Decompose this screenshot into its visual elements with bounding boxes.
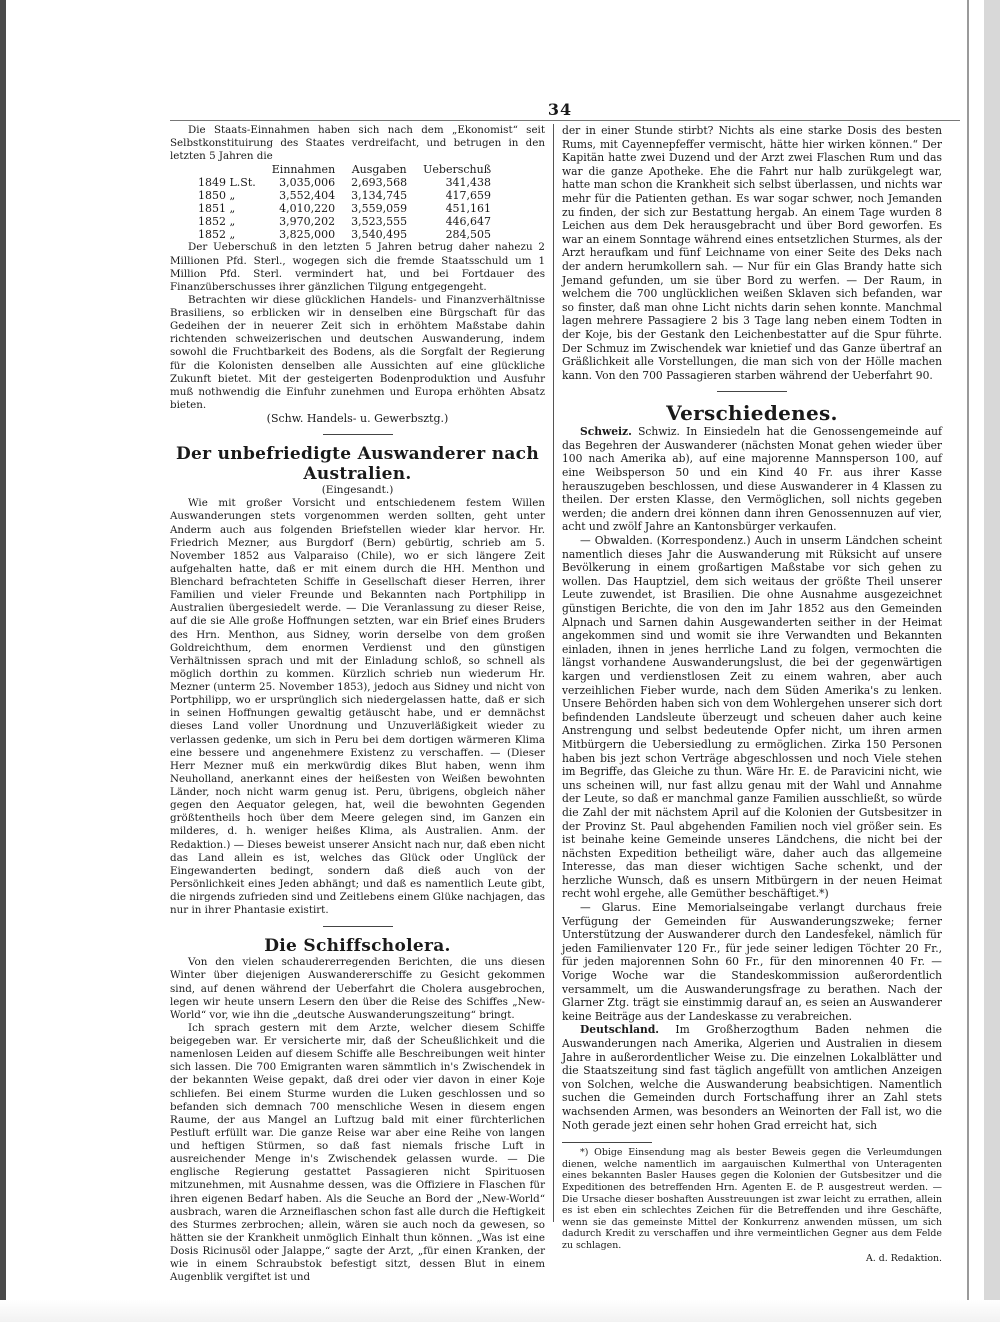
finance-table-row	[198, 215, 499, 228]
scan-right-fold-line	[967, 0, 969, 1322]
finance-table-cell-year: 1849 L.St.	[198, 176, 256, 190]
finance-table-cell-income: 3,825,000	[279, 228, 336, 242]
obwalden-paragraph: — Obwalden. (Korrespondenz.) Auch in unserm Ländchen scheint namentlich dieses Jahr die Auswanderung mit Rüksicht auf unsere Bevölkerung in einem großartigen Maßstabe vor sich gehen zu wollen. Das Hauptziel, dem sich weitaus der größte Theil unserer Leute zuwendet, ist Brasilien. Die ohne Ausnahme ausgezeichnet günstigen Berichte, die von den im Jahr 1852 aus den Gemeinden Alpnach und Sarnen dahin Ausgewanderten seither in der Heimat angekommen sind und womit sie ihre Verwandten und Bekannten einladen, ihnen in jenes herrliche Land zu folgen, vermochten die längst vorhandene Auswanderungslust, die bei der gegenwärtigen kargen und verdienstlosen Zeit zu einem wahren, aber auch verzeihlichen Fieber wurde, nach dem Süden Amerika's zu lenken. Unsere Behörden haben sich von dem Wohlergehen unserer sich dort befindenden Landsleute überzeugt und scheuen daher auch keine Anstrengung und selbst bedeutende Opfer nicht, um ihren armen Mitbürgern die Uebersiedlung zu ermöglichen. Zirka 150 Personen haben bis jezt schon Verträge abgeschlossen und noch Viele stehen im Begriffe, das Gleiche zu thun. Wäre Hr. E. de Paravicini nicht, wie uns scheinen will, nur fast allzu genau mit der Wahl und Annahme der Leute, so daß er manchmal ganze Familien ausschließt, so würde die Zahl der mit nächstem April auf die Kolonien der Gutsbesitzer in der Provinz St. Paul abgehenden Familien noch viel größer sein. Es ist beinahe keine Gemeinde unseres Ländchens, die nicht bei der nächsten Expedition betheiligt wäre, daher auch das allgemeine Interesse, das man dieser wichtigen Sache schenkt, und der herzliche Wunsch, daß es unsern Mitbürgern in der neuen Heimat recht wohl ergehe, alle Gemüther beschäftiget.*)	[562, 534, 942, 901]
article-subhead-australia: (Eingesandt.)	[321, 484, 394, 497]
finance-table-cell-surplus: 341,438	[445, 176, 492, 190]
finance-table-cell-year: 1852 „	[198, 215, 236, 229]
finance-table-cell-income: 3,552,404	[279, 189, 336, 203]
finance-table-header-income: Einnahmen	[271, 163, 336, 177]
finance-table-cell-income: 3,970,202	[279, 215, 336, 229]
country-label-switzerland: Schweiz.	[580, 425, 632, 439]
finance-table-row	[198, 189, 499, 202]
finance-table-cell-year: 1852 „	[198, 228, 236, 242]
schwyz-paragraph	[562, 425, 942, 534]
glarus-paragraph: — Glarus. Eine Memorialseingabe verlangt durchaus freie Verfügung der Gemeinden für Auswanderungszweke; ferner Unterstützung der Auswanderer durch den Landesfekel, nämlich für jeden Familienvater 120 Fr., für jede seiner ledigen Töchter 20 Fr., für jeden majorennen Sohn 60 Fr., für den minorennen 40 Fr. — Vorige Woche war die Standeskommission außerordentlich versammelt, um die Auswanderungsfrage zu berathen. Nach der Glarner Ztg. trägt sie einstimmig darauf an, es seien an Auswanderer keine Beiträge aus der Landeskasse zu verabreichen.	[562, 901, 942, 1023]
germany-paragraph	[562, 1023, 942, 1132]
finance-table-cell-income: 4,010,220	[279, 202, 336, 216]
cholera-continuation-paragraph: der in einer Stunde stirbt? Nichts als eine starke Dosis des besten Rums, mit Cayennepfeffer vermischt, hätte hier wirken können.“ Der Kapitän hatte zwei Duzend und der Arzt zwei Flaschen Rum und das war die ganze Apotheke. Ehe die Fahrt nur halb zurükgelegt war, hatte man schon die Krankheit sich selbst überlassen, und nichts war mehr für die Patienten gethan. Es war sogar schwer, noch Jemanden zu finden, der sich zur Bestattung hergab. An einem Tage wurden 8 Leichen aus dem Dek herausgebracht und über Bord geworfen. Es war an einem Sonntage während eines entsetzlichen Sturmes, als der Arzt heraufkam und fünf Leichname von einer Seite des Deks nach der andern herumkollern sah. — Nur für ein Glas Brandy hatte sich Jemand gefunden, um sie über Bord zu werfen. — Der Raum, in welchem die 700 unglücklichen weißen Sklaven sich befanden, war so finster, daß man ohne Licht nichts darin sehen konnte. Manchmal lagen mehrere Passagiere 2 bis 3 Tage lang neben einem Todten in der Koje, bis der Gestank den Leichenbestatter auf die Spur führte. Der Schmuz im Zwischendek war knietief und das Ganze übertraf an Gräßlichkeit alle Vorstellungen, die man sich von der Hölle machen kann. Von den 700 Passagieren starben während der Ueberfahrt 90.	[562, 124, 942, 382]
brazil-paragraph: Betrachten wir diese glücklichen Handels- und Finanzverhältnisse Brasiliens, so erblicken wir in denselben eine Bürgschaft für das Gedeihen der in neuerer Zeit sich in erhöhtem Maßstabe dahin richtenden schweizerischen und deutschen Auswanderung, indem sowohl die Fruchtbarkeit des Bodens, als die Sorgfalt der Regierung für die Kolonisten denselben alle Aussichten auf eine glückliche Zukunft bietet. Mit der gesteigerten Bodenproduktion und Ausfuhr muß nothwendig die Einfuhr zunehmen und Europa erhöhten Absatz bieten.	[170, 293, 545, 411]
section-headline-misc: Verschiedenes.	[666, 401, 838, 426]
finance-table-header-expenses: Ausgaben	[351, 163, 407, 177]
scan-bottom-shade	[0, 1300, 1000, 1322]
section-divider	[323, 926, 393, 927]
germany-text: Im Großherzogthum Baden nehmen die Auswanderungen nach Amerika, Algerien und Australien in diesem Jahre in außerordentlicher Weise zu. Die einzelnen Lokalblätter und die Staatszeitung sind fast täglich angefüllt von amtlichen Anzeigen von Solchen, welche die Auswanderung beabsichtigen. Namentlich suchen die Gemeinden durch Fortschaffung ihrer an Zahl stets wachsenden Armen, was besonders an Weinorten der Fall ist, wo die Noth gerade jezt einen sehr hohen Grad erreicht hat, sich	[562, 1023, 942, 1132]
finance-table-cell-surplus: 446,647	[445, 215, 492, 229]
finance-table-cell-expenses: 3,540,495	[351, 228, 408, 242]
footnote-rule	[562, 1142, 652, 1143]
finance-table-cell-year: 1850 „	[198, 189, 236, 203]
source-citation: (Schw. Handels- u. Gewerbsztg.)	[266, 412, 449, 425]
right-column	[562, 124, 942, 1265]
section-divider	[717, 391, 787, 392]
finance-table-header-row	[198, 163, 499, 176]
left-column	[170, 124, 545, 1284]
australia-paragraph: Wie mit großer Vorsicht und entschiedenem festem Willen Auswanderungen stets vorgenommen werden sollten, geht unter Anderm auch aus folgenden Briefstellen wieder klar hervor. Hr. Friedrich Mezner, aus Burgdorf (Bern) gebürtig, schrieb am 5. November 1852 aus Valparaiso (Chile), wo er sich längere Zeit aufgehalten hatte, daß er mit einem durch die HH. Menthon und Blenchard befrachteten Schiffe in Gesellschaft dieser Herren, ihrer Familien und vieler Freunde und Bekannten nach Portphilipp in Australien übergesiedelt werde. — Die Veranlassung zu dieser Reise, auf die sie Alle große Hoffnungen setzten, war ein Brief eines Bruders des Hrn. Menthon, aus Sidney, worin derselbe von dem großen Goldreichthum, dem enormen Verdienst und den günstigen Verhältnissen sprach und mit der Einladung schloß, so schnell als möglich dorthin zu kommen. Kürzlich schrieb nun wiederum Hr. Mezner (unterm 25. November 1853), jedoch aus Sidney und nicht von Portphilipp, wo er ursprünglich sich niedergelassen hatte, daß er sich in seinen Hoffnungen gewaltig getäuscht habe, und er demnächst dieses Land voller Unordnung und Unzuverläßigkeit wieder zu verlassen gedenke, um sich in Peru bei dem dortigen wärmeren Klima eine bessere und angenehmere Existenz zu verschaffen. — (Dieser Herr Mezner muß ein merkwürdig dikes Blut haben, wenn ihm Neuholland, anerkannt eines der heißesten von Weißen bewohnten Länder, noch nicht warm genug ist. Peru, übrigens, obgleich näher gegen den Aequator gelegen, hat, weil die bewohnten Gegenden größtentheils hoch über dem Meere gelegen sind, im Ganzen ein milderes, d. h. weniger heißes Klima, als Australien. Anm. der Redaktion.) — Dieses beweist unserer Ansicht nach nur, daß eben nicht das Land allein es ist, welches das Glück oder Unglück der Eingewanderten bedingt, sondern daß dieß auch von der Persönlichkeit eines Jeden abhängt; und daß es namentlich Leute gibt, die nirgends zufrieden sind und Zeitlebens einem Glüke nachjagen, das nur in ihrer Phantasie existirt.	[170, 497, 545, 917]
country-label-germany: Deutschland.	[580, 1023, 660, 1037]
article-headline-cholera: Die Schiffscholera.	[264, 936, 451, 957]
cholera-paragraph-2: Ich sprach gestern mit dem Arzte, welcher diesem Schiffe beigegeben war. Er versicherte mir, daß der Scheußlichkeit und die namenlosen Leiden auf diesem Schiffe alle Beschreibungen weit hinter sich lassen. Die 700 Emigranten waren sämmtlich in's Zwischendek in der bekannten Weise gepakt, daß drei oder vier davon in einer Koje schliefen. Bei einem Sturme wurden die Luken geschlossen und so befanden sich demnach 700 menschliche Wesen in diesem engen Raume, der aus Mangel an Luftzug bald mit einer fürchterlichen Pestluft erfüllt war. Die ganze Reise war aber eine Reihe von langen und heftigen Stürmen, so daß fast niemals frische Luft in ausreichender Menge in's Zwischendek gelassen wurde. — Die englische Regierung gestattet Passagieren nicht Spirituosen mitzunehmen, mit Ausnahme dessen, was die Offiziere in Flaschen für ihren eigenen Bedarf haben. Als die Seuche an Bord der „New-World“ ausbrach, waren die Arzneiflaschen schon fast alle durch die Heftigkeit des Sturmes zerbrochen; allein, wären sie auch noch da gewesen, so hätten sie der Krankheit unmöglich Einhalt thun können. „Was ist eine Dosis Ricinusöl oder Jalappe,“ sagte der Arzt, „für einen Kranken, der wie in einem Schraubstok befestigt sitzt, dessen Blut in einem Augenblik vergiftet ist und	[170, 1021, 545, 1284]
finance-table	[198, 163, 499, 241]
finance-table-cell-surplus: 417,659	[445, 189, 492, 203]
finance-table-row	[198, 176, 499, 189]
section-divider	[323, 434, 393, 435]
page-number: 34	[547, 100, 573, 119]
article-headline-australia: Der unbefriedigte Auswanderer nach Australien.	[176, 444, 539, 485]
scan-left-edge	[0, 0, 6, 1322]
column-divider	[553, 124, 554, 1222]
finance-table-header-surplus: Ueberschuß	[423, 163, 492, 177]
finance-table-cell-surplus: 451,161	[445, 202, 492, 216]
finance-table-cell-year: 1851 „	[198, 202, 236, 216]
surplus-paragraph: Der Ueberschuß in den letzten 5 Jahren betrug daher nahezu 2 Millionen Pfd. Sterl., wogegen sich die fremde Staatsschuld um 1 Million Pfd. Sterl. vermindert hat, und bei Fortdauer des Finanzüberschusses ihrer gänzlichen Tilgung entgegengeht.	[170, 241, 545, 293]
finance-table-row	[198, 228, 499, 241]
finance-table-cell-expenses: 3,559,059	[351, 202, 408, 216]
finance-table-row	[198, 202, 499, 215]
finance-table-cell-surplus: 284,505	[445, 228, 492, 242]
schwyz-text: Schwiz. In Einsiedeln hat die Genossengemeinde auf das Begehren der Auswanderer (nächsten Monat gehen wieder über 100 nach Amerika ab), auf eine majorenne Mannsperson 100, auf eine Weibsperson 50 und ein Kind 40 Fr. aus ihrer Kasse herauszugeben beschlossen, und diese Auswanderer in 4 Klassen zu theilen. Der ersten Klasse, den Vermöglichen, soll nichts gegeben werden; die andern drei können dann ihren Genossennuzen auf vier, acht und zwölf Jahre an Kantonsbürger verkaufen.	[562, 425, 942, 534]
finance-table-cell-income: 3,035,006	[279, 176, 336, 190]
footnote-signature: A. d. Redaktion.	[866, 1252, 942, 1264]
cholera-paragraph-1: Von den vielen schaudererregenden Berichten, die uns diesen Winter über diejenigen Auswandererschiffe zu Gesicht gekommen sind, auf denen während der Ueberfahrt die Cholera ausgebrochen, legen wir heute unsern Lesern den über die Reise des Schiffes „New-World“ vor, wie ihn die „deutsche Auswanderungszeitung“ bringt.	[170, 956, 545, 1021]
finance-intro-paragraph: Die Staats-Einnahmen haben sich nach dem „Ekonomist“ seit Selbstkonstituirung des Staates verdreifacht, und betrugen in den letzten 5 Jahren die	[170, 124, 545, 163]
finance-table-header-year	[198, 163, 264, 176]
header-rule	[170, 120, 960, 121]
finance-table-cell-expenses: 3,523,555	[351, 215, 408, 229]
finance-table-cell-expenses: 2,693,568	[351, 176, 408, 190]
footnote: *) Obige Einsendung mag als bester Beweis gegen die Verleumdungen dienen, welche namentlich im aargauischen Kulmerthal von Unteragenten eines bekannten Basler Hauses gegen die Kolonien der Gutsbesitzer und die Expeditionen des betreffenden Hrn. Agenten E. de P. ausgestreut werden. — Die Ursache dieser boshaften Ausstreuungen ist zwar leicht zu errathen, allein es ist eben ein schlechtes Zeichen für die Betreffenden und ihre Geschäfte, wenn sie das gemeinste Mittel der Konkurrenz anwenden müssen, um sich dadurch Kredit zu verschaffen und ihre vermeintlichen Gegner aus dem Felde zu schlagen.	[562, 1147, 942, 1251]
scan-right-edge	[984, 0, 1000, 1322]
finance-table-cell-expenses: 3,134,745	[351, 189, 408, 203]
